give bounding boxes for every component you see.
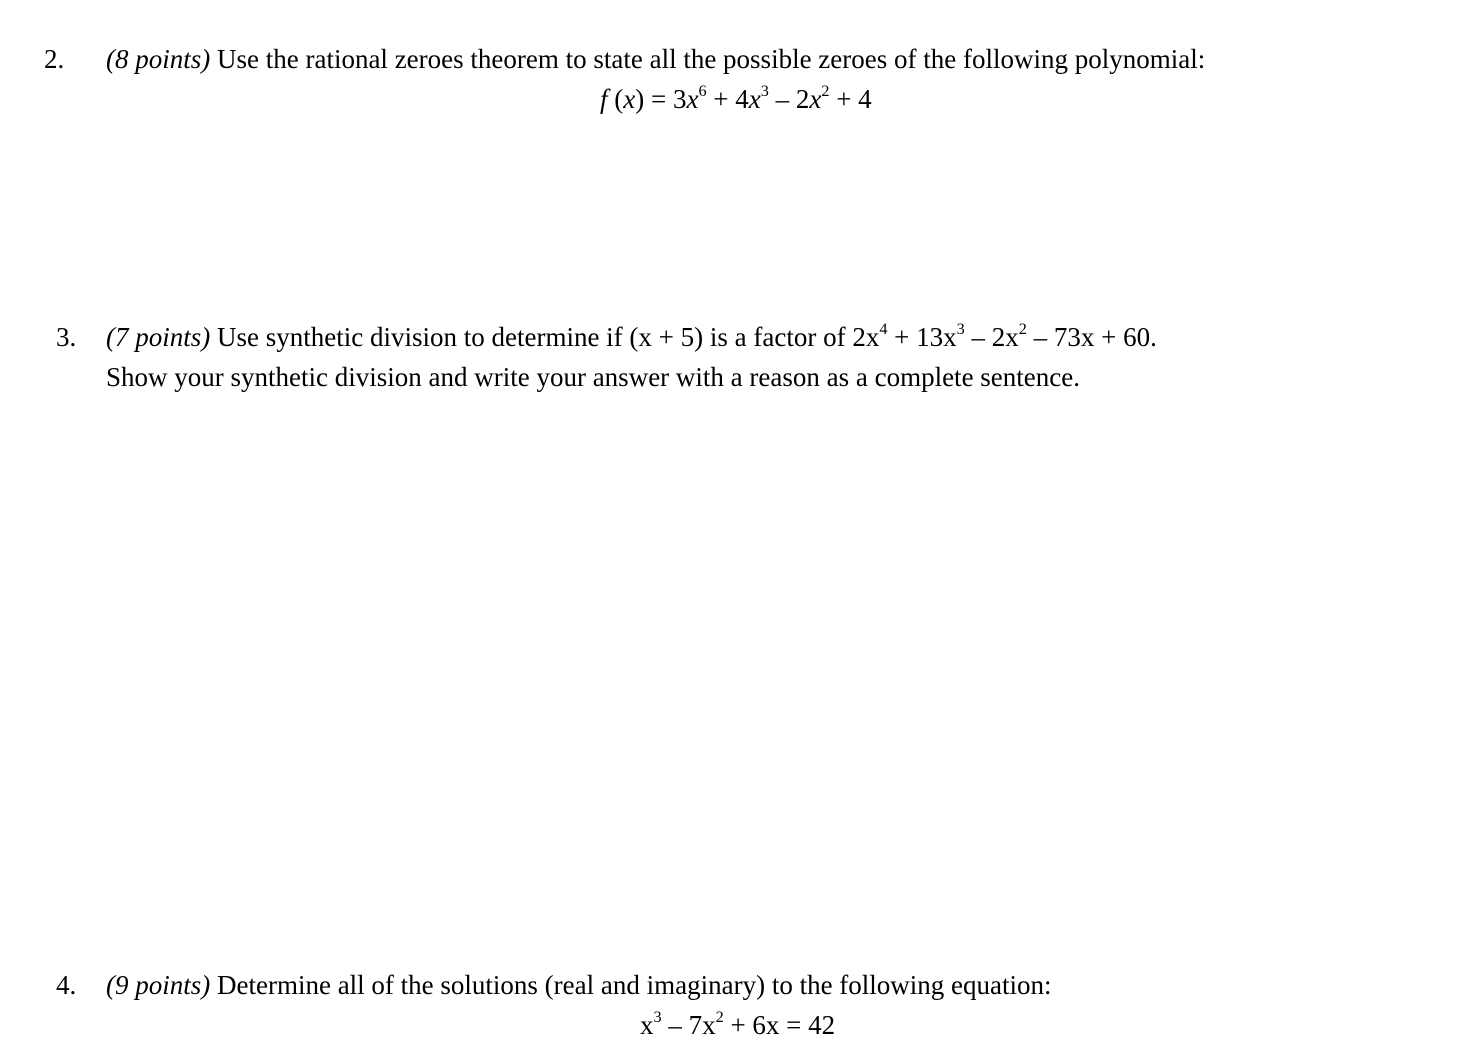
problem-statement: (7 points) Use synthetic division to determine if (x + 5) is a factor of $2x^4 + 13x^3 - 2x^2 - 73x + 60$. — [106, 319, 1157, 352]
cubic-equation: $x^3 - 7x^2 + 6x = 42$ — [640, 1007, 836, 1040]
points-label: (7 points) — [106, 322, 211, 352]
problem-statement — [106, 969, 1052, 1001]
problem-number: 3. — [56, 322, 77, 352]
problem-statement-line-2: Show your synthetic division and write your answer with a reason as a complete sentence. — [106, 362, 1080, 392]
problem-statement — [106, 43, 1205, 75]
problem-number: 2. — [44, 44, 65, 74]
points-label: (9 points) — [106, 970, 211, 1000]
problem-number: 4. — [56, 970, 77, 1000]
polynomial-equation: f $(x) = 3x^6 + 4x^3 - 2x^2 + 4$ — [600, 81, 872, 114]
problem-text: Determine all of the solutions (real and imaginary) to the following equation: — [210, 970, 1052, 1000]
points-label: (8 points) — [106, 44, 211, 74]
problem-text: Use the rational zeroes theorem to state all the possible zeroes of the following polynomial: — [210, 44, 1206, 74]
